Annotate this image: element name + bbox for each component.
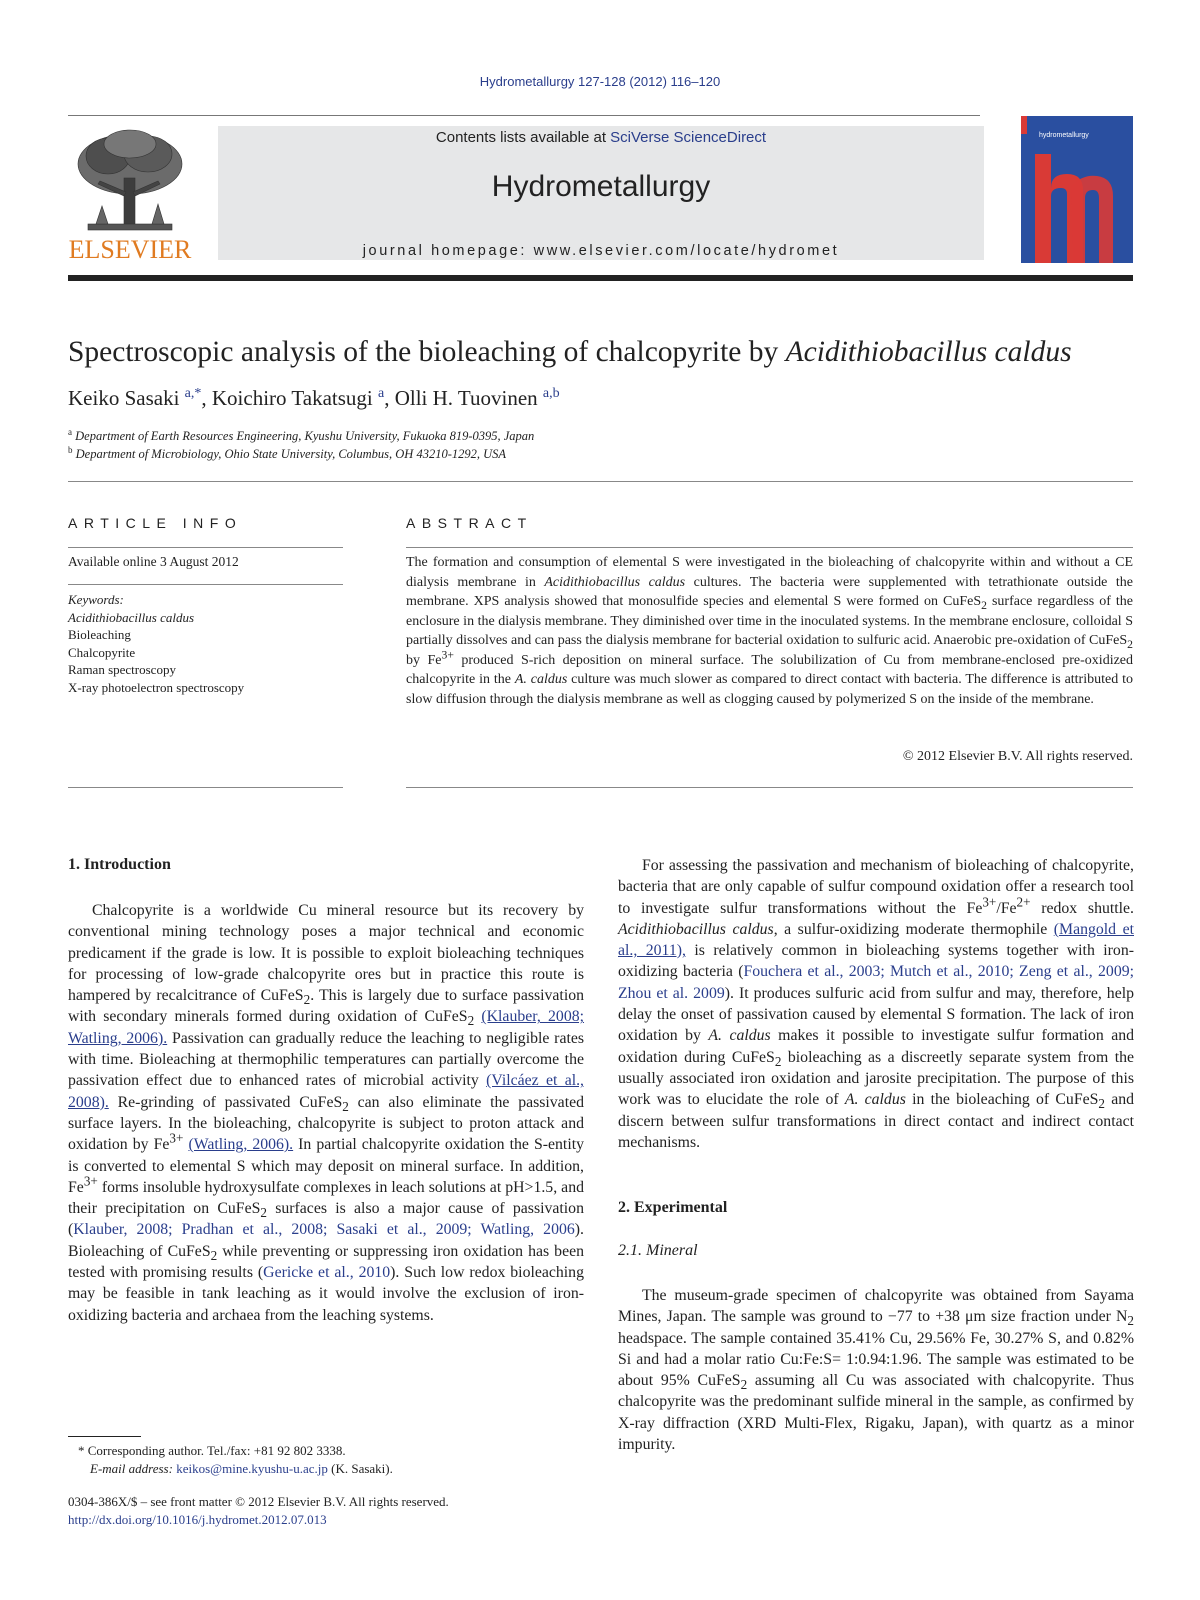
body-column-right-continued <box>618 1285 1134 1455</box>
subsection-heading-mineral: 2.1. Mineral <box>618 1242 698 1259</box>
author-affil-link[interactable]: a <box>378 386 385 401</box>
email-label: E-mail address: <box>90 1461 173 1476</box>
body-column-right <box>618 855 1134 1153</box>
affiliation-a <box>68 426 535 444</box>
author-name: Koichiro Takatsugi <box>211 386 378 410</box>
author-affil-link[interactable]: a,b <box>542 386 560 401</box>
footnote-email-line <box>78 1460 393 1478</box>
journal-name: Hydrometallurgy <box>491 170 711 203</box>
title-organism: Acidithiobacillus caldus <box>785 336 1072 368</box>
paragraph: Chalcopyrite is a worldwide Cu mineral resource but its recovery by conventional mining technology poses a major technical and economic predicament if the grade is low. It is possible to exploit bioleaching techniques for processing of low-grade chalcopyrite ores but in practice this route is hampered by recalcitrance of CuFeS$_2$. This is largely due to surface passivation with secondary minerals formed during oxidation of CuFeS$_2$ (Klauber, 2008; Watling, 2006). Passivation can gradually reduce the leaching to negligible rates with time. Bioleaching at thermophilic temperatures can partially overcome the passivation effect due to enhanced rates of microbial activity (Vilcáez et al., 2008). Re-grinding of passivated CuFeS$_2$ can also eliminate the passivated surface layers. In the bioleaching, chalcopyrite is subject to proton attack and oxidation by $Fe^{3+}$ (Watling, 2006). In partial chalcopyrite oxidation the S-entity is converted to elemental S which may deposit on mineral surface. In addition, $Fe^{3+}$ forms insoluble hydroxysulfate complexes in leach solutions at pH>1.5, and their precipitation on CuFeS$_2$ surfaces is also a major cause of passivation (Klauber, 2008; Pradhan et al., 2008; Sasaki et al., 2009; Watling, 2006). Bioleaching of CuFeS$_2$ while preventing or suppressing iron oxidation has been tested with promising results (Gericke et al., 2010). Such low redox bioleaching may be feasible in tank leaching as it would involve the exclusion of iron-oxidizing bacteria and archaea from the leaching systems. <box>68 902 585 1324</box>
sciencedirect-link[interactable]: SciVerse ScienceDirect <box>610 129 767 146</box>
affiliation-text: Department of Microbiology, Ohio State University, Columbus, OH 43210-1292, USA <box>75 447 507 461</box>
doi-link[interactable]: http://dx.doi.org/10.1016/j.hydromet.2012.07.013 <box>68 1512 327 1527</box>
paragraph: The museum-grade specimen of chalcopyrite was obtained from Sayama Mines, Japan. The sample was ground to −77 to +38 μm size fraction under $N_2$ headspace. The sample contained 35.41% Cu, 29.56% Fe, 30.27% S, and 0.82% Si and had a molar ratio Cu:Fe:S= 1:0.94:1.96. The sample was estimated to be about 95% CuFeS$_2$ assuming all Cu was associated with chalcopyrite. Thus chalcopyrite was the predominant sulfide mineral in the sample, as confirmed by X-ray diffraction (XRD Multi-Flex, Rigaku, Japan), with quartz as a minor impurity. <box>618 1287 1135 1454</box>
affiliation-mark: b <box>68 444 73 455</box>
title-main: Spectroscopic analysis of the bioleaching of chalcopyrite by <box>68 336 786 368</box>
footnote-rule <box>68 1436 141 1437</box>
article-info-heading: ARTICLE INFO <box>68 515 243 531</box>
keyword: Acidithiobacillus caldus <box>68 609 195 625</box>
citation-link[interactable]: (Klauber, 2008; Watling, 2006). <box>68 1008 585 1047</box>
keyword: Bioleaching <box>68 627 131 643</box>
contents-line <box>218 129 984 146</box>
keyword: Raman spectroscopy <box>68 662 176 678</box>
author-separator: , <box>201 386 212 410</box>
journal-cover-thumbnail <box>1021 116 1133 263</box>
author-name: Olli H. Tuovinen <box>394 386 543 410</box>
affiliation-mark: a <box>68 426 72 437</box>
citation-link[interactable]: Fouchera et al., 2003; Mutch et al., 2010; Zeng et al., 2009; Zhou et al. 2009 <box>618 963 1135 1002</box>
body-column-left <box>68 900 584 1326</box>
citation-link[interactable]: (Watling, 2006). <box>188 1136 294 1154</box>
keywords-label: Keywords: <box>68 592 124 607</box>
email-suffix: (K. Sasaki). <box>327 1461 393 1476</box>
divider <box>68 787 343 788</box>
divider <box>406 547 1133 548</box>
citation-link[interactable]: (Mangold et al., 2011), <box>618 920 1134 960</box>
corresponding-author-footnote <box>78 1442 393 1478</box>
elsevier-logo <box>68 126 192 264</box>
author-affil-link[interactable]: a,* <box>184 386 202 401</box>
email-link[interactable]: keikos@mine.kyushu-u.ac.jp <box>176 1461 328 1476</box>
abstract-text: The formation and consumption of elemental S were investigated in the bioleaching of chalcopyrite within and without a CE dialysis membrane in Acidithiobacillus caldus cultures. The bacteria were supplemented with tetrathionate outside the membrane. XPS analysis showed that monosulfide species and elemental S were formed on CuFeS$_2$ surface regardless of the enclosure in the dialysis membrane. They diminished over time in the inoculated systems. In the membrane enclosure, colloidal S partially dissolves and can pass the dialysis membrane for bacterial oxidation to sulfuric acid. Anaerobic pre-oxidation of CuFeS$_2$ by $Fe^{3+}$ produced S-rich deposition on mineral surface. The solubilization of Cu from membrane-enclosed pre-oxidized chalcopyrite in the A. caldus culture was much slower as compared to direct contact with bacteria. The difference is attributed to slow diffusion through the dialysis membrane as well as clogging caused by polymerized S on the inside of the membrane. <box>406 555 1134 707</box>
elsevier-tree-icon <box>68 126 192 264</box>
keyword: X-ray photoelectron spectroscopy <box>68 679 245 695</box>
author-list <box>68 386 560 411</box>
section-heading-experimental: 2. Experimental <box>618 1199 728 1216</box>
available-online: Available online 3 August 2012 <box>68 554 239 569</box>
footnote-line: * Corresponding author. Tel./fax: +81 92 802 3338. <box>78 1443 346 1458</box>
cover-hm-icon <box>1021 116 1133 263</box>
citation-link[interactable]: Gericke et al., 2010 <box>263 1264 391 1282</box>
issn-line: 0304-386X/$ – see front matter © 2012 Elsevier B.V. All rights reserved. <box>68 1494 449 1509</box>
divider <box>68 584 343 585</box>
paper-title <box>68 336 1188 369</box>
abstract-heading: ABSTRACT <box>406 515 533 531</box>
divider <box>68 481 1133 482</box>
footnote-text: Corresponding author. Tel./fax: +81 92 802 3338. <box>87 1443 346 1458</box>
issn-block <box>68 1493 449 1529</box>
author-name: Keiko Sasaki <box>68 386 185 410</box>
top-rule <box>68 115 980 116</box>
contents-prefix: Contents lists available at <box>435 129 611 146</box>
section-heading-introduction: 1. Introduction <box>68 856 171 873</box>
author-separator: , <box>384 386 395 410</box>
abstract-copyright: © 2012 Elsevier B.V. All rights reserved. <box>902 749 1133 764</box>
svg-text:hydrometallurgy: hydrometallurgy <box>1039 132 1089 139</box>
header-thick-rule <box>68 275 1133 281</box>
divider <box>68 547 343 548</box>
paragraph: For assessing the passivation and mechanism of bioleaching of chalcopyrite, bacteria that are only capable of sulfur compound oxidation offer a research tool to investigate sulfur transformations without the $Fe^{3+}/Fe^{2+}$ redox shuttle. Acidithiobacillus caldus, a sulfur-oxidizing moderate thermophile (Mangold et al., 2011), is relatively common in bioleaching systems together with iron-oxidizing bacteria (Fouchera et al., 2003; Mutch et al., 2010; Zeng et al., 2009; Zhou et al. 2009). It produces sulfuric acid from sulfur and may, therefore, help delay the onset of passivation caused by elemental S formation. The lack of iron oxidation by A. caldus makes it possible to investigate sulfur formation and oxidation during CuFeS$_2$ bioleaching as a discreetly separate system from the usually associated iron oxidation and jarosite precipitation. The purpose of this work was to elucidate the role of A. caldus in the bioleaching of CuFeS$_2$ and discern between sulfur transformations in direct contact and indirect contact mechanisms. <box>618 857 1135 1151</box>
citation-link[interactable]: Klauber, 2008; Pradhan et al., 2008; Sasaki et al., 2009; Watling, 2006 <box>73 1221 575 1239</box>
affiliation-b <box>68 444 507 462</box>
citation-link[interactable]: (Vilcáez et al., 2008). <box>68 1072 584 1111</box>
divider <box>406 787 1133 788</box>
svg-text:ELSEVIER: ELSEVIER <box>68 235 192 264</box>
journal-citation[interactable]: Hydrometallurgy 127-128 (2012) 116–120 <box>479 74 721 89</box>
journal-homepage[interactable]: journal homepage: www.elsevier.com/locate/hydromet <box>362 243 840 259</box>
keyword: Chalcopyrite <box>68 644 136 660</box>
keywords-list <box>68 591 244 697</box>
affiliation-text: Department of Earth Resources Engineering, Kyushu University, Fukuoka 819-0395, Japan <box>75 429 535 443</box>
